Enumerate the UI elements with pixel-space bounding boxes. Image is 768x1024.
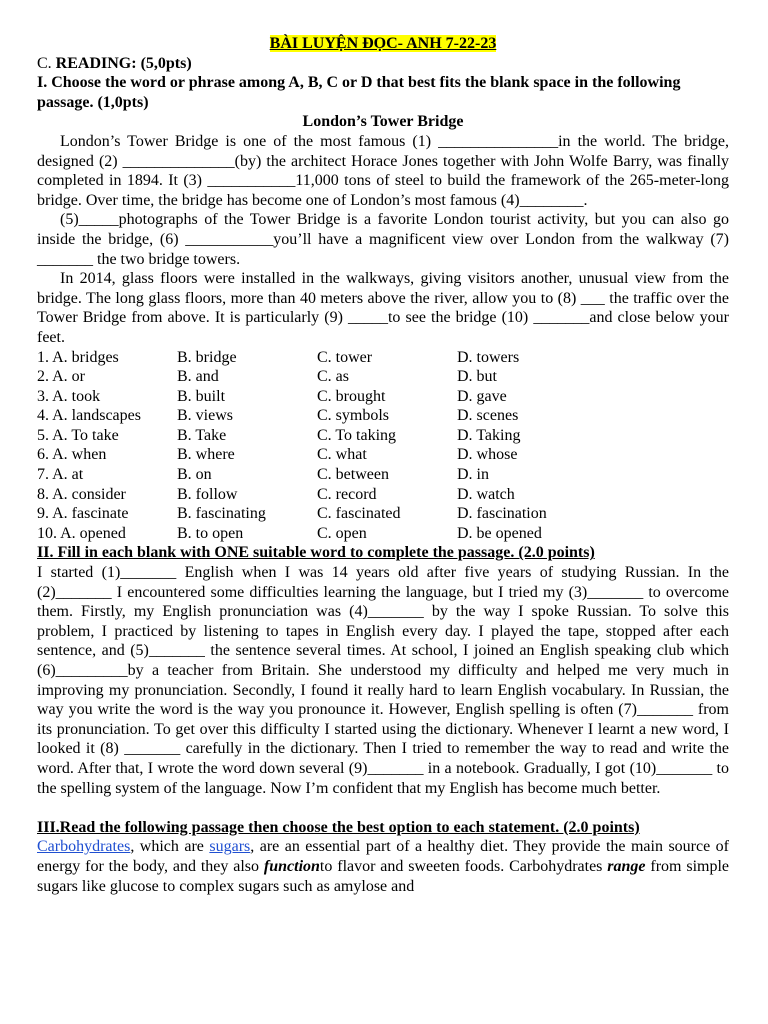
option-b: B. Take: [177, 426, 227, 444]
option-row: [37, 504, 729, 524]
title-text: BÀI LUYỆN ĐỌC- ANH 7-22-23: [269, 35, 497, 52]
option-b: B. views: [177, 407, 233, 425]
option-a: 6. A. when: [37, 446, 107, 464]
option-row: [37, 485, 729, 505]
option-a: 5. A. To take: [37, 426, 119, 444]
spacer: [37, 798, 729, 818]
option-b: B. and: [177, 368, 219, 386]
option-c: C. between: [317, 466, 389, 484]
option-d: D. gave: [457, 387, 507, 405]
option-d: D. scenes: [457, 407, 519, 425]
sugars-link[interactable]: sugars: [209, 838, 251, 856]
passage-title: London’s Tower Bridge: [302, 113, 464, 131]
section3-heading: III.Read the following passage then choose the best option to each statement. (2.0 points): [37, 818, 640, 836]
option-c: C. symbols: [317, 407, 390, 425]
option-d: D. fascination: [457, 505, 547, 523]
option-d: D. but: [457, 368, 497, 386]
carbohydrates-link[interactable]: Carbohydrates: [37, 838, 131, 856]
option-d: D. in: [457, 466, 489, 484]
option-d: D. watch: [457, 485, 515, 503]
section1-heading: I. Choose the word or phrase among A, B, C or D that best fits the blank space in the following passage. (1,0pts): [37, 74, 681, 111]
option-d: D. Taking: [457, 426, 521, 444]
reading-heading: [37, 54, 729, 74]
option-a: 1. A. bridges: [37, 348, 119, 366]
emphasis-range: range: [607, 857, 646, 875]
option-c: C. as: [317, 368, 349, 386]
option-b: B. bridge: [177, 348, 237, 366]
option-d: D. whose: [457, 446, 518, 464]
option-row: [37, 524, 729, 544]
passage-paragraph: (5)_____photographs of the Tower Bridge is a favorite London tourist activity, but you can also go inside the bridge, (6) ___________you’ll have a magnificent view over London from the walkway (7) _______ the two bridge towers.: [37, 211, 729, 268]
option-a: 8. A. consider: [37, 485, 126, 503]
option-b: B. on: [177, 466, 212, 484]
passage-paragraph: London’s Tower Bridge is one of the most famous (1) _______________in the world. The bridge, designed (2) ______________(by) the architect Horace Jones together with John Wolfe Barry, was finally completed in 1894. It (3) ___________11,000 tons of steel to build the framework of the 265-meter-long bridge. Over time, the bridge has become one of London’s most famous (4)________.: [37, 132, 729, 209]
section2-heading: II. Fill in each blank with ONE suitable word to complete the passage. (2.0 points): [37, 544, 595, 562]
option-c: C. record: [317, 485, 377, 503]
option-b: B. built: [177, 387, 226, 405]
option-row: [37, 406, 729, 426]
option-b: B. follow: [177, 485, 238, 503]
document-title: [37, 34, 729, 54]
option-a: 4. A. landscapes: [37, 407, 141, 425]
option-d: D. be opened: [457, 524, 542, 542]
option-row: [37, 387, 729, 407]
document-page: [37, 34, 729, 896]
option-row: [37, 445, 729, 465]
option-d: D. towers: [457, 348, 520, 366]
option-b: B. to open: [177, 524, 244, 542]
option-c: C. open: [317, 524, 367, 542]
passage-paragraph: In 2014, glass floors were installed in the walkways, giving visitors another, unusual view from the bridge. The long glass floors, more than 40 meters above the river, allow you to (8) ___ the traffic over the Tower Bridge from above. It is particularly (9) _____to see the bridge (10) _______and close below your feet.: [37, 270, 729, 346]
option-a: 7. A. at: [37, 466, 84, 484]
options-list: [37, 348, 729, 544]
option-b: B. fascinating: [177, 505, 266, 523]
option-row: [37, 465, 729, 485]
section2-paragraph: I started (1)_______ English when I was 14 years old after five years of studying Russian. In the (2)_______ I encountered some difficulties learning the language, but I tried my (3)_______ to overcome them. Firstly, my English pronunciation was (4)_______ by the way I spoke Russian. To solve this problem, I practiced by listening to tapes in English every day. I played the tape, stopped after each sentence, and (5)_______ the sentence several times. At school, I joined an English speaking club which (6)_________by a teacher from Britain. She understood my difficulty and helped me very much in improving my pronunciation. Secondly, I found it really hard to learn English vocabulary. In Russian, the way you write the word is the way you pronounce it. However, English spelling is often (7)_______ from its pronunciation. To get over this difficulty I started using the dictionary. Whenever I learnt a new word, I looked it (8) _______ carefully in the dictionary. Then I tried to remember the way to read and write the word. After that, I wrote the word down several (9)_______ in a notebook. Gradually, I got (10)_______ to the spelling system of the language. Now I’m confident that my English has become much better.: [37, 564, 729, 797]
passage-text: to flavor and sweeten foods. Carbohydrates: [319, 857, 608, 875]
reading-label: READING: (5,0pts): [55, 54, 192, 72]
section3-paragraph: [37, 837, 729, 896]
option-c: C. tower: [317, 348, 373, 366]
option-c: C. To taking: [317, 426, 397, 444]
reading-prefix: C.: [37, 54, 56, 72]
passage-text: , which are: [130, 838, 210, 856]
option-c: C. fascinated: [317, 505, 401, 523]
option-b: B. where: [177, 446, 235, 464]
passage-text: , are an essential part of a healthy diet. They provide the main source of energy for the body, and they also: [37, 838, 730, 875]
option-a: 9. A. fascinate: [37, 505, 129, 523]
option-a: 3. A. took: [37, 387, 101, 405]
option-row: [37, 426, 729, 446]
option-row: [37, 367, 729, 387]
option-row: [37, 348, 729, 368]
emphasis-function: function: [263, 857, 320, 875]
passage-text: from simple sugars like glucose to complex sugars such as amylose and: [37, 857, 730, 895]
option-a: 10. A. opened: [37, 524, 126, 542]
option-a: 2. A. or: [37, 368, 85, 386]
option-c: C. brought: [317, 387, 386, 405]
option-c: C. what: [317, 446, 367, 464]
